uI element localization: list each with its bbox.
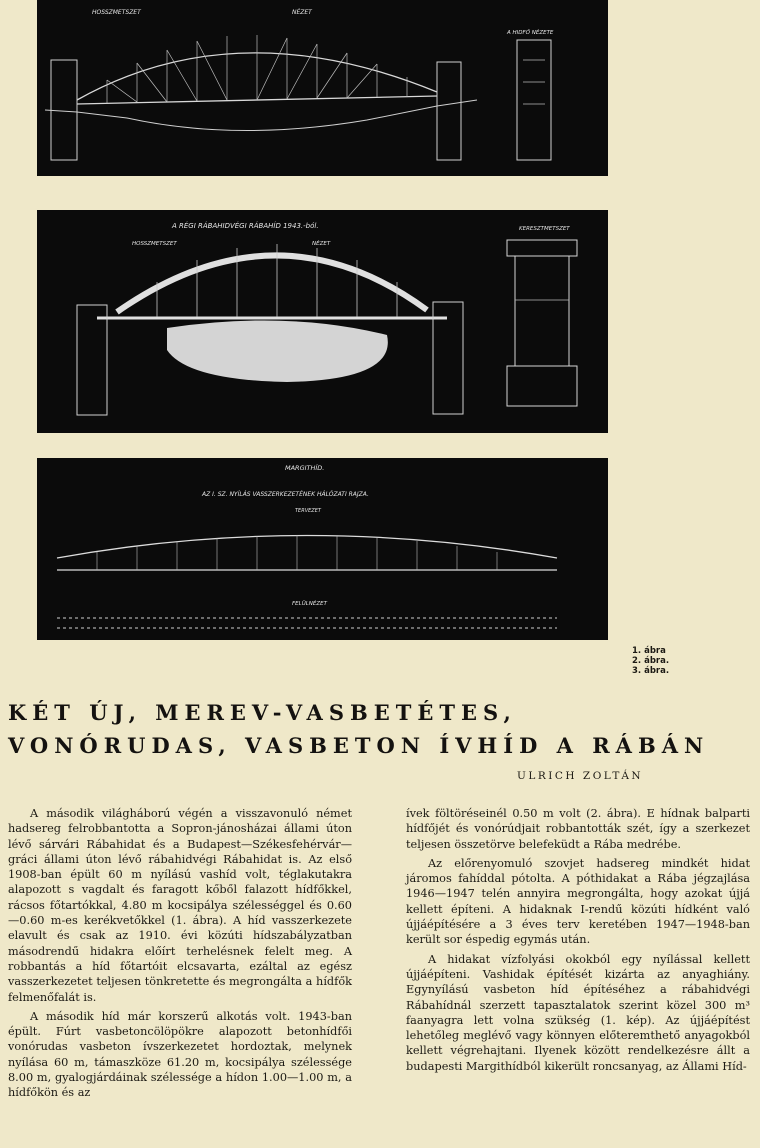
article-title-line-2: VONÓRUDAS, VASBETON ÍVHÍD A RÁBÁN <box>8 733 710 758</box>
article-left-column <box>8 806 352 1105</box>
caption-fig2: 2. ábra. <box>632 656 670 666</box>
right-paragraph-2: Az előrenyomuló szovjet hadsereg mindkét hidat járomos fahíddal pótolta. A póthidakat a Rába jégzajlása 1946—1947 telén annyira megrongálta, hogy azokat újjá kellett építeni. A hidaknak I-rendű közúti hídként való újjáépítésére a 3 éves terv keretében 1947—1948-ban került sor éspedig egymás után. <box>406 856 750 947</box>
figure-3-margit-bridge-drawing <box>37 458 608 640</box>
article-right-column <box>406 806 750 1078</box>
left-paragraph-2: A második híd már korszerű alkotás volt. 1943-ban épült. Fúrt vasbetoncölöpökre alapozott betonhídfői vonórudas vasbeton ívszerkezetet hordoztak, melynek nyílása 60 m, támaszköze 61.20 m, kocsipálya szélessége 8.00 m, gyalogjárdáinak szélessége a hídon 1.00—1.00 m, a hídfőkön és az <box>8 1009 352 1100</box>
right-paragraph-3: A hidakat vízfolyási okokból egy nyílással kellett újjáépíteni. Vashidak építését kizárta az anyaghiány. Egynyílású vasbeton híd építéséhez a rábahidvégi Rábahídnál szerzett tapasztalatok szerint közel 300 m³ faanyagra lett volna szükség (1. kép). Az újjáépítést lehetőleg meglévő vagy könnyen előteremthető anyagokból kellett végrehajtani. Ilyenek között rendelkezésre állt a budapesti Margithídból kikerült roncsanyag, az Állami Híd- <box>406 952 750 1073</box>
figure-1-old-iron-bridge-drawing <box>37 0 608 176</box>
fig3-sub-label: TERVEZET <box>295 508 321 514</box>
right-paragraph-1: ívek föltöréseinél 0.50 m volt (2. ábra). E hídnak balparti hídfőjét és vonórúdjait robbantották szét, így a szerkezet teljesen összetörve belefeküdt a Rába medrébe. <box>406 807 750 851</box>
caption-fig1: 1. ábra <box>632 646 666 656</box>
fig1-label-abutment-view: A HIDFŐ NÉZETE <box>507 30 554 36</box>
figure-captions <box>632 646 669 676</box>
fig3-subtitle: AZ I. SZ. NYÍLÁS VASSZERKEZETÉNEK HÁLÓZATI RAJZA. <box>202 491 369 498</box>
fig1-label-longitudinal: HOSSZMETSZET <box>92 9 141 16</box>
fig3-title: MARGITHÍD. <box>285 464 325 472</box>
fig2-title: A RÉGI RÁBAHIDVÉGI RÁBAHÍD 1943.-ból. <box>172 222 319 230</box>
fig1-label-view: NÉZET <box>292 9 312 16</box>
left-paragraph-1: A második világháború végén a visszavonuló német hadsereg felrobbantotta a Sopron-jánosházai állami úton lévő sárvári Rábahidat és a Budapest—Székesfehérvár—gráci állami úton lévő rábahidvégi Rábahidat is. Az első 1908-ban épült 60 m nyílású vashíd volt, téglakutakra alapozott s vagdalt és faragott kőből falazott hídfőkkel, rácsos főtartókkal, 4.80 m kocsipálya szélességgel és 0.60—0.60 m-es kerékvetőkkel (1. ábra). A híd vasszerkezete elavult és csak az 1910. évi közúti hídszabályzatban másodrendű hidakra előírt terhelésnek felelt meg. A robbantás a híd főtartóit elcsavarta, ezáltal az egész vasszerkezetet teljesen tönkretette és megrongálta a hídfők felmenőfalát is. <box>8 807 352 1004</box>
caption-fig3: 3. ábra. <box>632 666 670 676</box>
figure-2-old-concrete-arch-drawing <box>37 210 608 433</box>
fig2-label-longitudinal: HOSSZMETSZET <box>132 241 177 247</box>
article-title-line-1: KÉT ÚJ, MEREV-VASBETÉTES, <box>8 700 517 725</box>
fig2-label-view: NÉZET <box>312 241 331 247</box>
fig3-bottom-label: FELÜLNÉZET <box>292 601 327 607</box>
fig2-label-cross-section: KERESZTMETSZET <box>519 226 570 232</box>
article-author: ULRICH ZOLTÁN <box>517 770 644 782</box>
